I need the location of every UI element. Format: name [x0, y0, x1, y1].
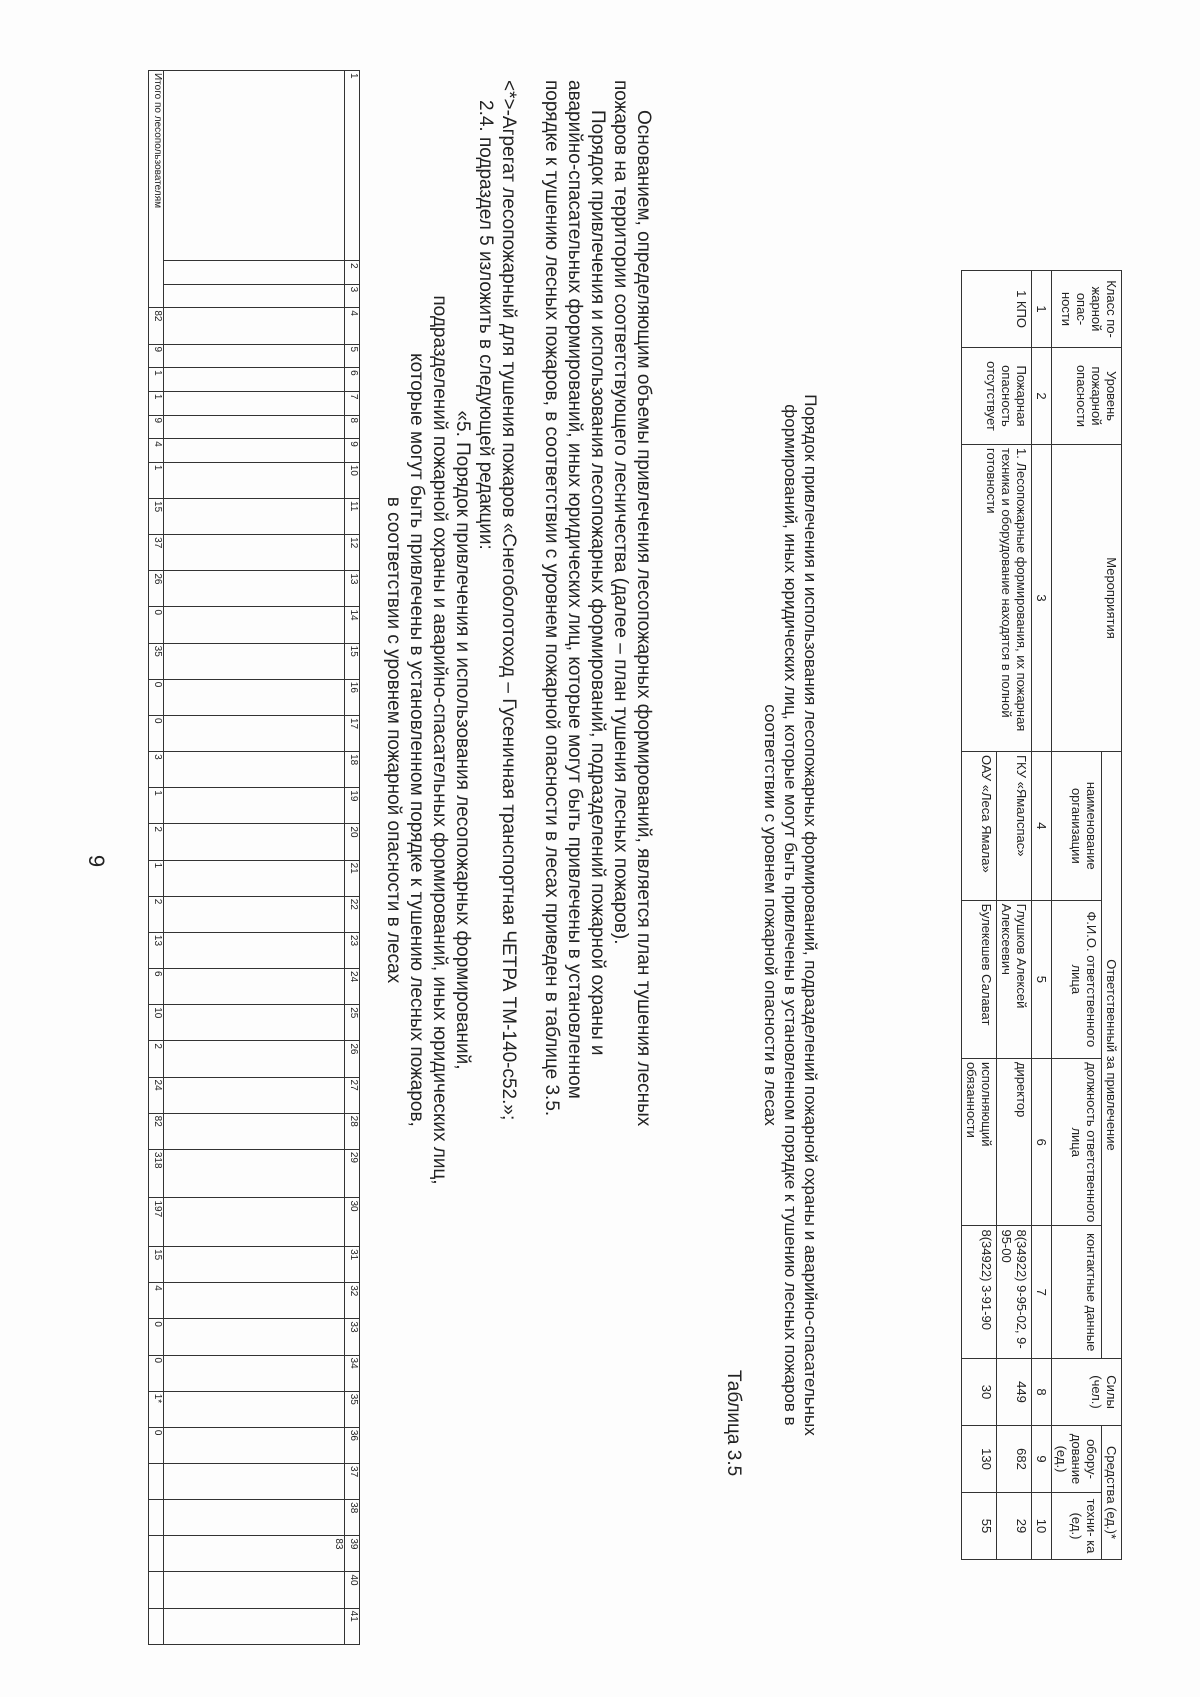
table-3-5: [961, 270, 1122, 1560]
blank-cell: [164, 1427, 345, 1463]
blank-cell: [164, 1319, 345, 1355]
blank-cell: [164, 1041, 345, 1077]
total-empty: [149, 1464, 164, 1500]
blank-cell: [164, 1283, 345, 1319]
blank-cell: 83: [164, 1536, 345, 1572]
blank-cell: [164, 896, 345, 932]
blank-cell: [164, 284, 345, 308]
total-value: 2: [149, 1041, 164, 1077]
page-number: 9: [84, 854, 110, 868]
total-value: 1: [149, 462, 164, 498]
col-number: 39: [345, 1536, 360, 1572]
blank-cell: [164, 462, 345, 498]
col-number: 40: [345, 1572, 360, 1608]
col-number: 15: [345, 643, 360, 679]
col-number: 33: [345, 1319, 360, 1355]
col-number: 34: [345, 1355, 360, 1391]
blank-cell: [164, 1464, 345, 1500]
total-value: 318: [149, 1149, 164, 1198]
caption-line-3: соответствии с уровнем пожарной опасности в лесах: [761, 704, 780, 1126]
heading-line-3: которые могут быть привлечены в установленном порядке к тушению лесных пожаров,: [406, 353, 427, 1127]
total-value: 0: [149, 1319, 164, 1355]
blank-cell: [164, 860, 345, 896]
col-num: 8: [1032, 1359, 1052, 1426]
col-number: 6: [345, 368, 360, 392]
col-number: 14: [345, 607, 360, 643]
col-number: 41: [345, 1608, 360, 1644]
col-number: 11: [345, 499, 360, 535]
total-value: 10: [149, 1005, 164, 1041]
col-num: 3: [1032, 445, 1052, 752]
col-number: 24: [345, 969, 360, 1005]
total-value: 4: [149, 439, 164, 463]
total-value: 197: [149, 1198, 164, 1247]
col-number: 13: [345, 571, 360, 607]
blank-cell: [164, 643, 345, 679]
cell-org: ГКУ «Ямалспас»: [997, 752, 1032, 901]
blank-cell: [164, 1572, 345, 1608]
heading-line-1: «5. Порядок привлечения и использования лесопожарных формирований,: [452, 410, 473, 1070]
blank-cell: [164, 1608, 345, 1644]
total-value: 0: [149, 1355, 164, 1391]
cell-tech: 29: [997, 1493, 1032, 1560]
cell-contacts: 8(34922) 9-95-02, 9-95-00: [997, 1226, 1032, 1359]
heading-line-4: в соответствии с уровнем пожарной опасности в лесах: [383, 496, 404, 984]
blank-cell: [164, 499, 345, 535]
body-line-3: Порядок привлечения и использования лесопожарных формирований, подразделений пожарной охраны и: [587, 110, 608, 1056]
col-num: 6: [1032, 1058, 1052, 1226]
total-value: 1: [149, 368, 164, 392]
th-means: Средства (ед.)*: [1102, 1426, 1122, 1560]
blank-cell: [164, 1391, 345, 1427]
total-value: 4: [149, 1283, 164, 1319]
body-line-1: Основанием, определяющим объемы привлечения лесопожарных формирований, является план тушения лесных: [633, 110, 654, 1127]
row-measure: 1. Лесопожарные формирования, их пожарная техника и оборудование находятся в полной готовности: [962, 445, 1032, 752]
total-empty: [149, 1608, 164, 1644]
col-number: 20: [345, 824, 360, 860]
col-num: 1: [1032, 271, 1052, 348]
th-forces: Силы (чел.): [1052, 1359, 1122, 1426]
col-num: 10: [1032, 1493, 1052, 1560]
cell-tech: 55: [962, 1493, 997, 1560]
total-value: 24: [149, 1077, 164, 1113]
col-number: 38: [345, 1500, 360, 1536]
col-number: 5: [345, 344, 360, 368]
col-number: 9: [345, 439, 360, 463]
col-num: 5: [1032, 900, 1052, 1058]
th-responsible: Ответственный за привлечение: [1102, 752, 1122, 1359]
th-contacts: контактные данные: [1052, 1226, 1102, 1359]
blank-cell: [164, 824, 345, 860]
col-num: 2: [1032, 348, 1052, 445]
total-empty: [149, 1536, 164, 1572]
row-level: Пожарная опасность отсутствует: [962, 348, 1032, 445]
col-number: 22: [345, 896, 360, 932]
total-value: 35: [149, 643, 164, 679]
col-number: 16: [345, 679, 360, 715]
col-number: 36: [345, 1427, 360, 1463]
total-value: 6: [149, 969, 164, 1005]
col-number: 7: [345, 391, 360, 415]
blank-cell: [164, 308, 345, 344]
col-number: 25: [345, 1005, 360, 1041]
total-value: 15: [149, 1247, 164, 1283]
total-value: 82: [149, 308, 164, 344]
col-number: 18: [345, 752, 360, 788]
total-value: 13: [149, 932, 164, 968]
total-empty: [149, 1572, 164, 1608]
col-number: 12: [345, 535, 360, 571]
body-line-2: пожаров на территории соответствующего лесничества (далее – план тушения лесных пожаров).: [610, 80, 631, 945]
blank-cell: [164, 571, 345, 607]
para-2-4: 2.4. подраздел 5 изложить в следующей редакции:: [475, 100, 496, 550]
total-value: 2: [149, 896, 164, 932]
total-value: 1: [149, 788, 164, 824]
total-value: 0: [149, 607, 164, 643]
total-value: 0: [149, 679, 164, 715]
heading-line-2: подразделений пожарной охраны и аварийно-спасательных формирований, иных юридических лиц,: [429, 295, 450, 1185]
col-number: 31: [345, 1247, 360, 1283]
blank-cell: [164, 439, 345, 463]
blank-cell: [164, 1149, 345, 1198]
th-measures: Мероприятия: [1052, 445, 1122, 752]
blank-cell: [164, 415, 345, 439]
col-number: 29: [345, 1149, 360, 1198]
table-label: Таблица 3.5: [723, 1370, 744, 1477]
cell-equip: 130: [962, 1426, 997, 1493]
th-pos: должность ответственного лица: [1052, 1058, 1102, 1226]
col-num: 9: [1032, 1426, 1052, 1493]
blank-cell: [164, 715, 345, 751]
body-line-4: аварийно-спасательных формирований, иных юридических лиц, которые могут быть привлечены в установленном: [564, 80, 585, 1099]
col-number: 19: [345, 788, 360, 824]
total-value: 1: [149, 860, 164, 896]
col-number: 4: [345, 308, 360, 344]
th-org: наименование организации: [1052, 752, 1102, 901]
blank-cell: [164, 788, 345, 824]
row-class: 1 КПО: [962, 271, 1032, 348]
col-number: 3: [345, 284, 360, 308]
col-number: 17: [345, 715, 360, 751]
col-number: 2: [345, 261, 360, 285]
col-number: 10: [345, 462, 360, 498]
total-value: 82: [149, 1113, 164, 1149]
col-number: 37: [345, 1464, 360, 1500]
th-level: Уровень пожарной опасности: [1052, 348, 1122, 445]
blank-cell: [164, 1077, 345, 1113]
blank-cell: [164, 679, 345, 715]
blank-cell: [164, 71, 345, 261]
cell-pos: директор: [997, 1058, 1032, 1226]
th-tech: техни- ка (ед.): [1052, 1493, 1102, 1560]
cell-forces: 30: [962, 1359, 997, 1426]
blank-cell: [164, 344, 345, 368]
col-number: 23: [345, 932, 360, 968]
blank-cell: [164, 932, 345, 968]
top-table: [148, 70, 360, 1645]
blank-cell: [164, 607, 345, 643]
cell-org: ОАУ «Леса Ямала»: [962, 752, 997, 901]
total-value: 2: [149, 824, 164, 860]
blank-cell: [164, 391, 345, 415]
blank-cell: [164, 1247, 345, 1283]
col-num: 7: [1032, 1226, 1052, 1359]
th-class: Класс по- жарной опас- ности: [1052, 271, 1122, 348]
col-number: 28: [345, 1113, 360, 1149]
col-number: 27: [345, 1077, 360, 1113]
blank-cell: [164, 535, 345, 571]
blank-cell: [164, 368, 345, 392]
total-value: 9: [149, 415, 164, 439]
blank-cell: [164, 1005, 345, 1041]
col-number: 30: [345, 1198, 360, 1247]
col-number: 35: [345, 1391, 360, 1427]
blank-cell: [164, 752, 345, 788]
cell-fio: Глушков Алексей Алексеевич: [997, 900, 1032, 1058]
col-number: 26: [345, 1041, 360, 1077]
total-value: 37: [149, 535, 164, 571]
blank-cell: [164, 261, 345, 285]
blank-cell: [164, 1355, 345, 1391]
total-value: 1*: [149, 1391, 164, 1427]
col-number: 1: [345, 71, 360, 261]
cell-forces: 449: [997, 1359, 1032, 1426]
caption-line-2: формирований, иных юридических лиц, которые могут быть привлечены в установленном порядке к тушению лесных пожаров в: [781, 404, 800, 1426]
body-line-5: порядке к тушению лесных пожаров, в соответствии с уровнем пожарной опасности в лесах приведен в таблице 3.5.: [541, 80, 562, 1117]
th-fio: Ф.И.О. ответственного лица: [1052, 900, 1102, 1058]
total-value: 1: [149, 391, 164, 415]
col-num: 4: [1032, 752, 1052, 901]
total-value: 26: [149, 571, 164, 607]
cell-pos: исполняющий обязанности: [962, 1058, 997, 1226]
blank-cell: [164, 1113, 345, 1149]
footnote: <*>-Агрегат лесопожарный для тушения пожаров «Снегоболотоход – Гусеничная транспортная ЧЕТРА ТМ-140-с52.»;: [498, 80, 519, 1121]
total-value: 3: [149, 752, 164, 788]
total-value: 0: [149, 715, 164, 751]
blank-cell: [164, 1198, 345, 1247]
total-value: 9: [149, 344, 164, 368]
total-empty: [149, 1500, 164, 1536]
blank-cell: [164, 1500, 345, 1536]
caption-line-1: Порядок привлечения и использования лесопожарных формирований, подразделений пожарной охраны и аварийно-спасательных: [801, 394, 820, 1436]
cell-equip: 682: [997, 1426, 1032, 1493]
th-equip: обору- дование (ед.): [1052, 1426, 1102, 1493]
total-label: Итого по лесопользователям: [149, 71, 164, 308]
col-number: 32: [345, 1283, 360, 1319]
cell-contacts: 8(34922) 3-91-90: [962, 1226, 997, 1359]
total-value: 0: [149, 1427, 164, 1463]
blank-cell: [164, 969, 345, 1005]
total-value: 15: [149, 499, 164, 535]
col-number: 8: [345, 415, 360, 439]
cell-fio: Булекешев Салават: [962, 900, 997, 1058]
col-number: 21: [345, 860, 360, 896]
